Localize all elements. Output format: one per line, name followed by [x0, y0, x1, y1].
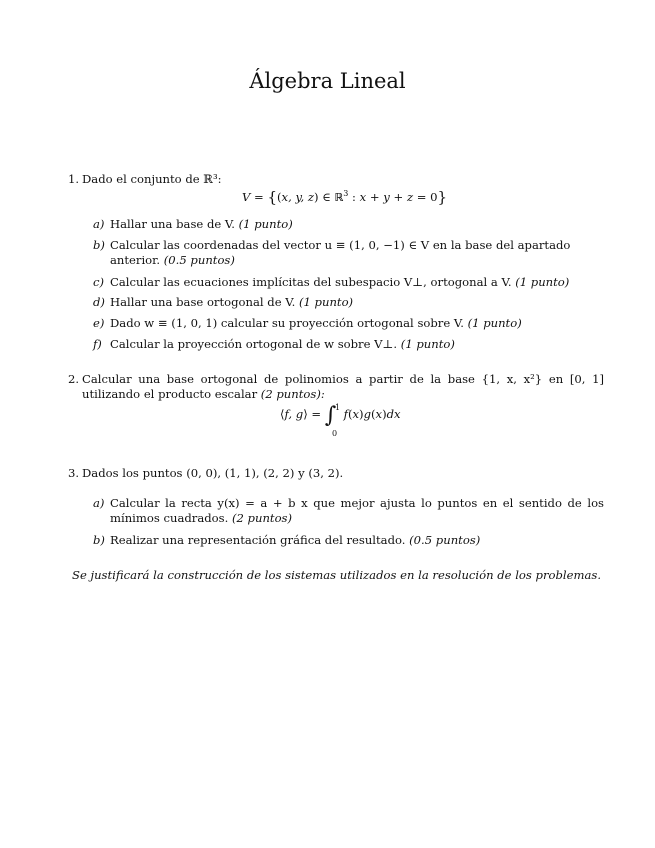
- problem-1-part-d-label: d): [93, 295, 105, 309]
- problem-3-part-a: Calcular la recta y(x) = a + b x que mejor ajusta lo puntos en el sentido de los mínimos cuadrados. (2 puntos): [110, 496, 604, 525]
- problem-1-part-a: Hallar una base de V. (1 punto): [110, 217, 293, 231]
- problem-1-part-f: Calcular la proyección ortogonal de w sobre V⊥. (1 punto): [110, 337, 455, 351]
- problem-3-part-b-label: b): [93, 533, 105, 547]
- problem-1-part-d: Hallar una base ortogonal de V. (1 punto): [110, 295, 354, 309]
- footnote: Se justificará la construcción de los sistemas utilizados en la resolución de los problemas.: [72, 568, 602, 582]
- problem-2-statement: Calcular una base ortogonal de polinomios a partir de la base {1, x, x²} en [0, 1] utilizando el producto escalar (2 puntos):: [82, 372, 604, 401]
- problem-2-equation: ⟨f, g⟩ = ∫ 1 0 f(x)g(x)dx: [280, 403, 401, 438]
- problem-3-number: 3.: [68, 466, 80, 480]
- problem-1-statement: Dado el conjunto de ℝ³:: [82, 172, 222, 186]
- problem-1-part-b: Calcular las coordenadas del vector u ≡ (1, 0, −1) ∈ V en la base del apartado anterior. (0.5 puntos): [110, 238, 571, 267]
- page-title: Álgebra Lineal: [249, 69, 406, 93]
- problem-3-part-b: Realizar una representación gráfica del resultado. (0.5 puntos): [110, 533, 481, 547]
- problem-1-part-a-label: a): [93, 217, 105, 231]
- problem-3-part-a-label: a): [93, 496, 105, 510]
- problem-1-part-f-label: f): [93, 337, 102, 351]
- problem-1-part-c-label: c): [93, 275, 105, 289]
- problem-1-part-b-label: b): [93, 238, 105, 252]
- problem-1-equation: V = {(x, y, z) ∈ ℝ$^3$ : x + y + z = 0}: [242, 188, 448, 206]
- problem-3-statement: Dados los puntos (0, 0), (1, 1), (2, 2) y (3, 2).: [82, 466, 344, 480]
- problem-1-part-e: Dado w ≡ (1, 0, 1) calcular su proyección ortogonal sobre V. (1 punto): [110, 316, 522, 330]
- problem-1-part-c: Calcular las ecuaciones implícitas del subespacio V⊥, ortogonal a V. (1 punto): [110, 275, 570, 289]
- problem-1-part-e-label: e): [93, 316, 105, 330]
- problem-2-number: 2.: [68, 372, 80, 386]
- problem-1-number: 1.: [68, 172, 80, 186]
